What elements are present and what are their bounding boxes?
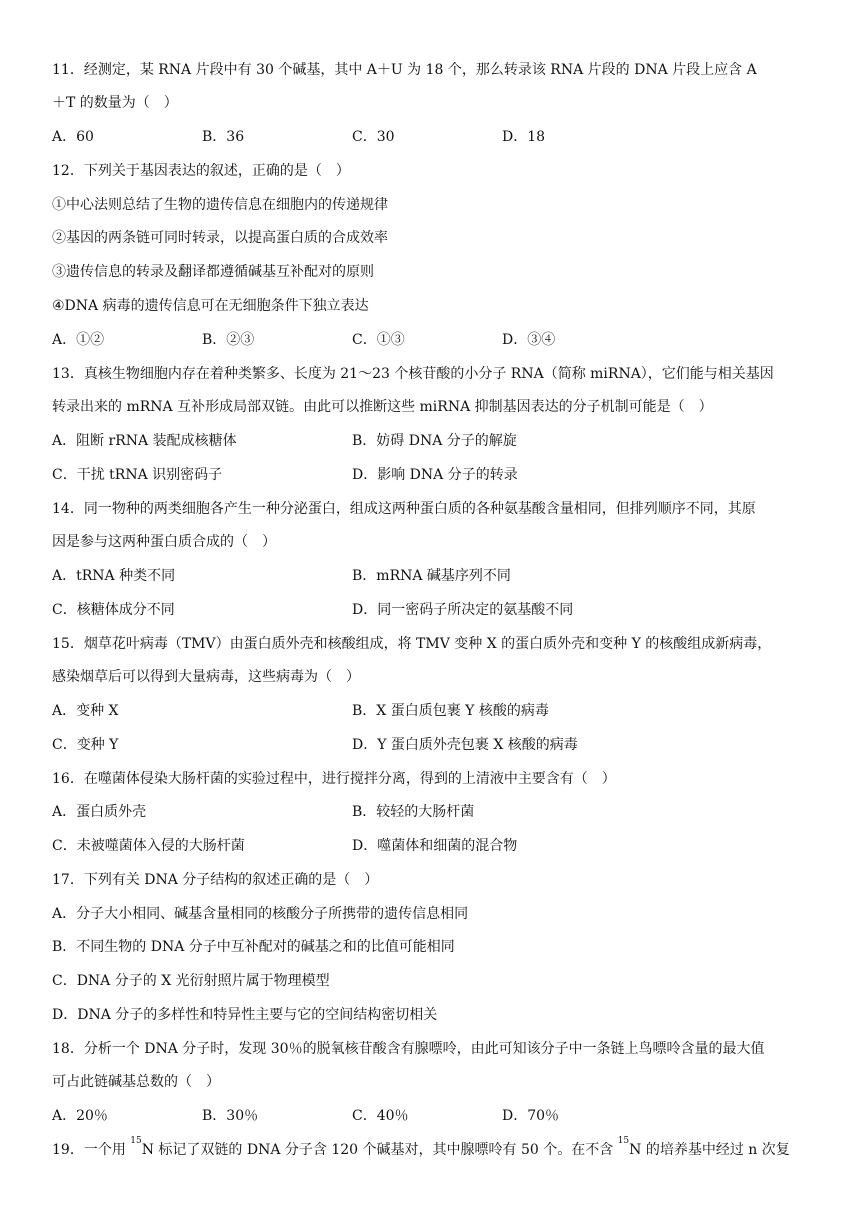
q15-options-row-2 <box>52 733 812 757</box>
q14-option-a: A．tRNA 种类不同 <box>52 568 176 584</box>
q15-options-row-1 <box>52 699 812 723</box>
q11-stem-line-2: ＋T 的数量为（ ） <box>52 95 178 111</box>
q16-options-row-2 <box>52 834 812 858</box>
q11-option-b: B．36 <box>202 129 245 145</box>
q14-option-b: B．mRNA 碱基序列不同 <box>352 568 511 584</box>
q17-stem-line-1: 17．下列有关 DNA 分子结构的叙述正确的是（ ） <box>52 872 379 888</box>
q17-option-b: B．不同生物的 DNA 分子中互补配对的碱基之和的比值可能相同 <box>52 939 455 955</box>
q18-stem-line-1: 18．分析一个 DNA 分子时，发现 30％的脱氧核苷酸含有腺嘌呤，由此可知该分子中一条链上鸟嘌呤含量的最大值 <box>52 1041 765 1057</box>
q14-option-d: D．同一密码子所决定的氨基酸不同 <box>352 602 574 618</box>
q19-text-part-1: 19．一个用 <box>52 1142 131 1158</box>
q11-options-row <box>52 125 812 149</box>
q14-options-row-1 <box>52 564 812 588</box>
q19-isotope-superscript-2: 15 <box>617 1136 630 1147</box>
q18-option-c: C．40％ <box>352 1108 409 1124</box>
q15-option-a: A．变种 X <box>52 703 119 719</box>
q19-text-part-3: N 的培养基中经过 n 次复 <box>629 1142 790 1158</box>
q18-option-b: B．30％ <box>202 1108 259 1124</box>
q16-options-row-1 <box>52 800 812 824</box>
q12-options-row <box>52 328 812 352</box>
q14-stem-line-1: 14．同一物种的两类细胞各产生一种分泌蛋白，组成这两种蛋白质的各种氨基酸含量相同，但排列顺序不同，其原 <box>52 501 756 517</box>
q15-option-d: D．Y 蛋白质外壳包裹 X 核酸的病毒 <box>352 737 578 753</box>
q12-statement-1: ①中心法则总结了生物的遗传信息在细胞内的传递规律 <box>52 197 388 213</box>
q12-option-a: A．①② <box>52 332 105 348</box>
q15-stem-line-2: 感染烟草后可以得到大量病毒，这些病毒为（ ） <box>52 669 360 685</box>
q13-option-c: C．干扰 tRNA 识别密码子 <box>52 467 223 483</box>
q13-stem-line-2: 转录出来的 mRNA 互补形成局部双链。由此可以推断这些 miRNA 抑制基因表达的分子机制可能是（ ） <box>52 399 713 415</box>
q17-option-a: A．分子大小相同、碱基含量相同的核酸分子所携带的遗传信息相同 <box>52 906 469 922</box>
q13-options-row-1 <box>52 429 812 453</box>
q19-isotope-superscript-1: 15 <box>130 1136 142 1147</box>
q11-option-c: C．30 <box>352 129 395 145</box>
q12-statement-4: ④DNA 病毒的遗传信息可在无细胞条件下独立表达 <box>52 298 369 314</box>
q16-option-d: D．噬菌体和细菌的混合物 <box>352 838 518 854</box>
q11-stem-line-1: 11．经测定，某 RNA 片段中有 30 个碱基，其中 A＋U 为 18 个，那么转录该 RNA 片段的 DNA 片段上应含 A <box>52 62 757 78</box>
q13-stem-line-1: 13．真核生物细胞内存在着种类繁多、长度为 21～23 个核苷酸的小分子 RNA（简称 miRNA），它们能与相关基因 <box>52 366 774 382</box>
q14-options-row-2 <box>52 598 812 622</box>
q12-statement-2: ②基因的两条链可同时转录，以提高蛋白质的合成效率 <box>52 230 388 246</box>
q19-text-part-2: N 标记了双链的 DNA 分子含 120 个碱基对，其中腺嘌呤有 50 个。在不含 <box>141 1142 618 1158</box>
q16-stem-line-1: 16．在噬菌体侵染大肠杆菌的实验过程中，进行搅拌分离，得到的上清液中主要含有（ ） <box>52 771 616 787</box>
q15-stem-line-1: 15．烟草花叶病毒（TMV）由蛋白质外壳和核酸组成，将 TMV 变种 X 的蛋白质外壳和变种 Y 的核酸组成新病毒， <box>52 636 772 652</box>
q16-option-c: C．未被噬菌体入侵的大肠杆菌 <box>52 838 245 854</box>
q15-option-b: B．X 蛋白质包裹 Y 核酸的病毒 <box>352 703 549 719</box>
q12-option-d: D．③④ <box>502 332 556 348</box>
q14-stem-line-2: 因是参与这两种蛋白质合成的（ ） <box>52 534 276 550</box>
q15-option-c: C．变种 Y <box>52 737 119 753</box>
q17-option-d: D．DNA 分子的多样性和特异性主要与它的空间结构密切相关 <box>52 1007 438 1023</box>
q16-option-a: A．蛋白质外壳 <box>52 804 147 820</box>
q18-options-row <box>52 1104 812 1128</box>
q13-option-d: D．影响 DNA 分子的转录 <box>352 467 518 483</box>
q13-options-row-2 <box>52 463 812 487</box>
q12-option-c: C．①③ <box>352 332 405 348</box>
q17-option-c: C．DNA 分子的 X 光衍射照片属于物理模型 <box>52 973 330 989</box>
q12-statement-3: ③遗传信息的转录及翻译都遵循碱基互补配对的原则 <box>52 264 374 280</box>
q18-option-a: A．20％ <box>52 1108 108 1124</box>
q18-option-d: D．70％ <box>502 1108 560 1124</box>
q19-stem-line-1 <box>52 1138 812 1162</box>
q11-option-a: A．60 <box>52 129 94 145</box>
q12-stem-line-1: 12．下列关于基因表达的叙述，正确的是（ ） <box>52 163 350 179</box>
q13-option-b: B．妨碍 DNA 分子的解旋 <box>352 433 517 449</box>
q14-option-c: C．核糖体成分不同 <box>52 602 175 618</box>
q18-stem-line-2: 可占此链碱基总数的（ ） <box>52 1074 220 1090</box>
q13-option-a: A．阻断 rRNA 装配成核糖体 <box>52 433 237 449</box>
q16-option-b: B．较轻的大肠杆菌 <box>352 804 475 820</box>
q11-option-d: D．18 <box>502 129 546 145</box>
q12-option-b: B．②③ <box>202 332 255 348</box>
